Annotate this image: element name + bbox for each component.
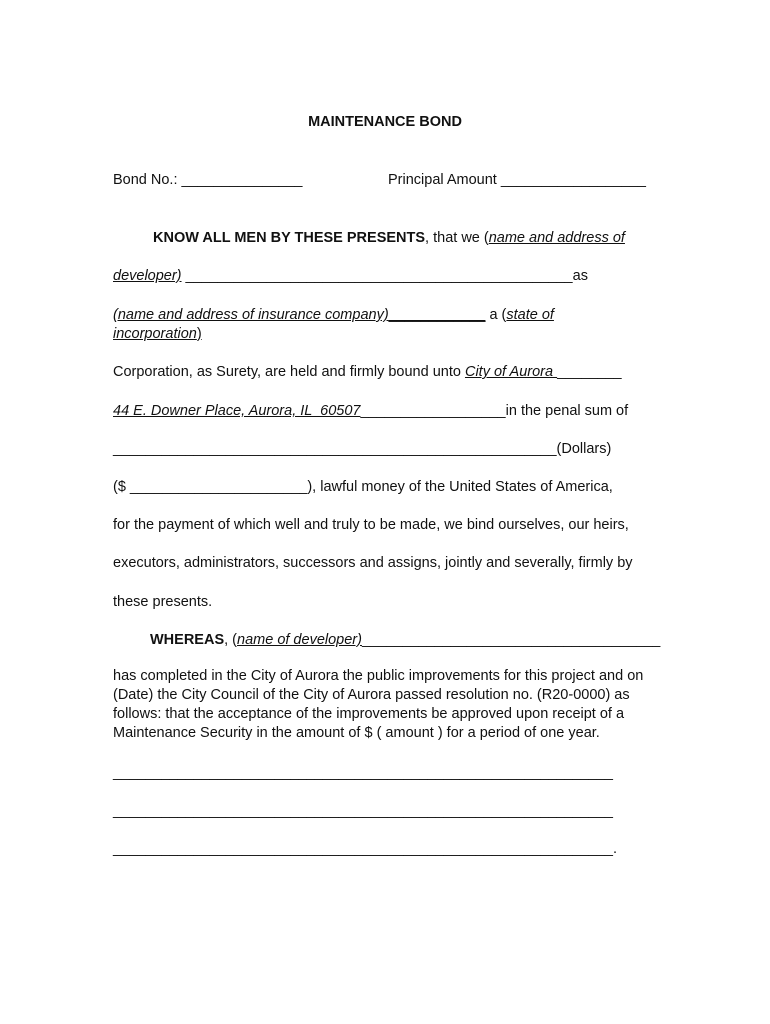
payment-line: for the payment of which well and truly to be made, we bind ourselves, our heirs, — [113, 517, 629, 533]
completed-paragraph: has completed in the City of Aurora the public improvements for this project and on (Date) the City Council of the City of Aurora passed resolution no. (R20-0000) as follows: that the acceptance of the improvements be approved upon receipt of a Maintenance Security in the amount of $ ( amount ) for a period of one year. — [113, 668, 644, 741]
state-placeholder: state of — [506, 307, 554, 323]
incorporation-close: ) — [196, 326, 202, 342]
signature-blank-line-3: ______________________________________________________________. — [113, 841, 618, 857]
whereas-blank: _____________________________________ — [361, 632, 661, 648]
city-blank: ________ — [557, 364, 622, 380]
whereas-line — [150, 631, 660, 649]
city-placeholder: City of Aurora — [464, 364, 558, 380]
know-all-men-line — [153, 229, 625, 247]
document-title: MAINTENANCE BOND — [308, 114, 462, 130]
address-blank: __________________ — [360, 403, 506, 419]
developer-placeholder: developer) — [113, 268, 182, 284]
address-placeholder: 44 E. Downer Place, Aurora, IL 60507 — [113, 403, 361, 419]
developer-name-placeholder: name of developer) — [237, 632, 362, 648]
whereas-text: , ( — [224, 632, 238, 648]
penal-sum-text: in the penal sum of — [505, 403, 629, 419]
signature-blank-line-2: ______________________________________________________________ — [113, 803, 613, 819]
bond-number-field: Bond No.: _______________ — [113, 172, 303, 188]
name-address-placeholder: name and address of — [488, 230, 625, 246]
address-line — [113, 402, 628, 420]
insurance-placeholder: (name and address of insurance company) — [113, 307, 389, 323]
signature-blank-line-1: ______________________________________________________________ — [113, 765, 613, 781]
whereas-heading: WHEREAS — [150, 632, 225, 648]
executors-line: executors, administrators, successors and assigns, jointly and severally, firmly by — [113, 555, 633, 571]
dollars-line: _______________________________________________________(Dollars) — [113, 441, 612, 457]
surety-line — [113, 363, 622, 381]
know-all-men-text: , that we ( — [425, 230, 489, 246]
developer-line — [113, 267, 588, 285]
presents-line: these presents. — [113, 594, 213, 610]
surety-text: Corporation, as Surety, are held and firmly bound unto — [113, 364, 465, 380]
insurance-a-text: a ( — [485, 307, 507, 323]
insurance-line — [113, 306, 554, 324]
insurance-blank: ____________ — [388, 307, 486, 323]
amount-line: ($ ______________________), lawful money of the United States of America, — [113, 479, 613, 495]
principal-amount-field: Principal Amount __________________ — [388, 172, 646, 188]
know-all-men-heading: KNOW ALL MEN BY THESE PRESENTS — [153, 230, 426, 246]
incorporation-line — [113, 325, 202, 343]
incorporation-placeholder: incorporation — [113, 326, 197, 342]
developer-blank: ________________________________________________as — [181, 268, 588, 284]
